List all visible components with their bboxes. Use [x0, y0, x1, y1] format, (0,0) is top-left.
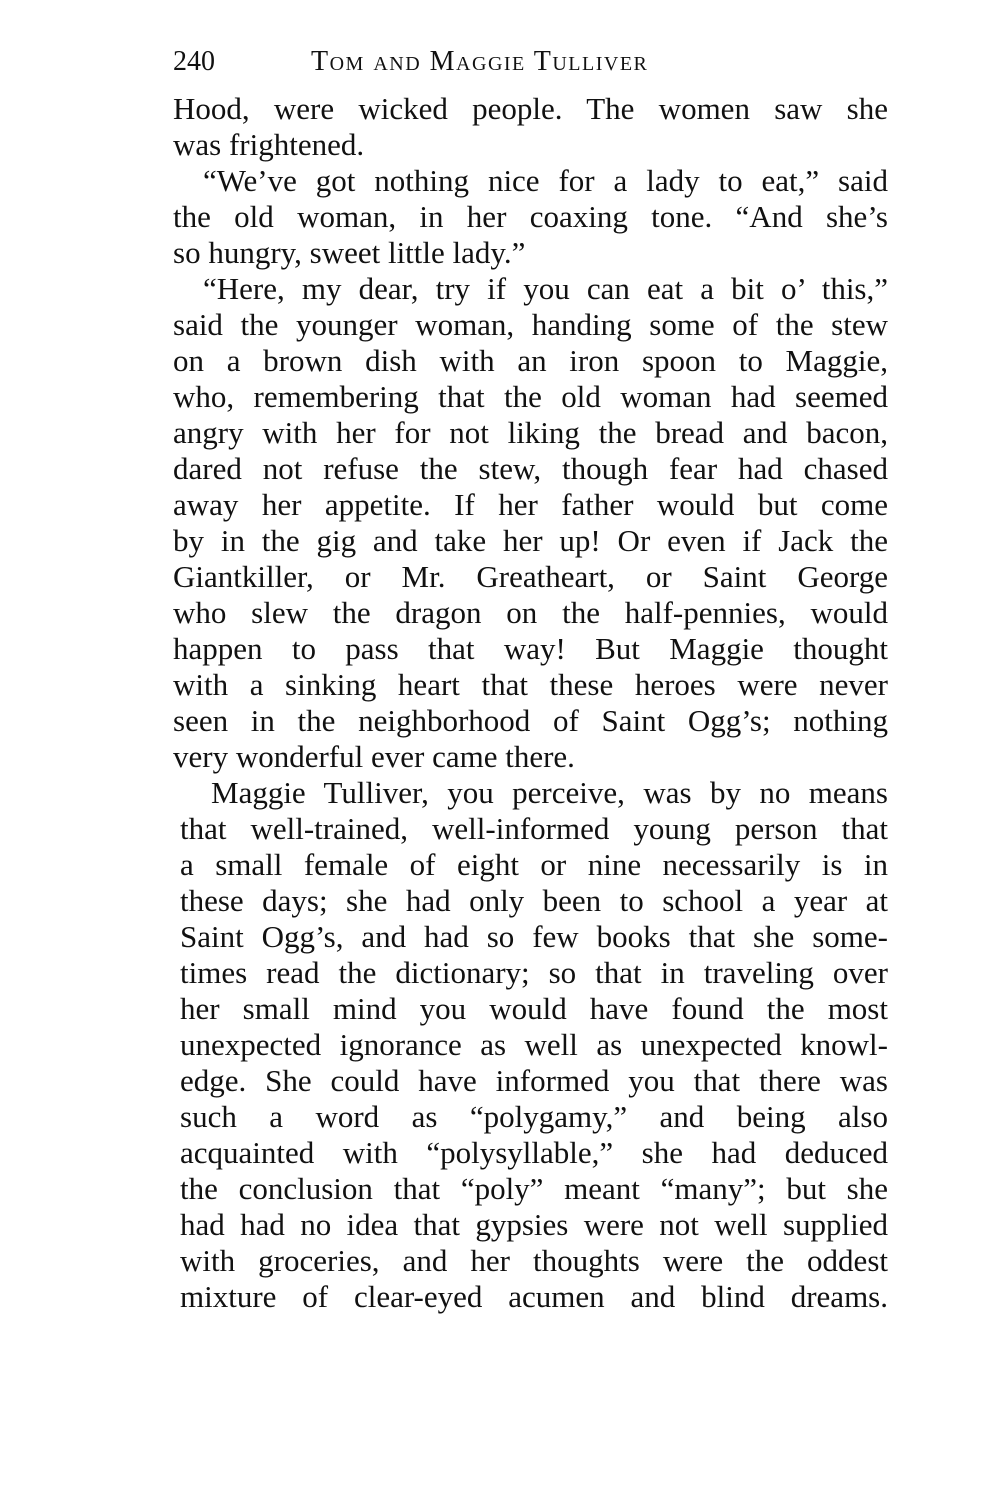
text-line: such a word as “polygamy,” and being also	[180, 1099, 888, 1134]
text-line: seen in the neighborhood of Saint Ogg’s; nothing	[173, 703, 888, 738]
text-line: Saint Ogg’s, and had so few books that she some-	[180, 919, 888, 954]
text-line: with a sinking heart that these heroes were never	[173, 667, 888, 702]
text-line: a small female of eight or nine necessarily is in	[180, 847, 888, 882]
text-line: away her appetite. If her father would but come	[173, 487, 888, 522]
text-line: that well-trained, well-informed young person that	[180, 811, 888, 846]
text-line: very wonderful ever came there.	[173, 739, 575, 774]
text-line: with groceries, and her thoughts were the oddest	[180, 1243, 888, 1278]
text-line: angry with her for not liking the bread and bacon,	[173, 415, 888, 450]
page-number: 240	[173, 46, 215, 77]
text-line: times read the dictionary; so that in traveling over	[180, 955, 888, 990]
text-line: on a brown dish with an iron spoon to Maggie,	[173, 343, 888, 378]
running-head	[173, 40, 893, 84]
text-line: dared not refuse the stew, though fear had chased	[173, 451, 888, 486]
running-title: Tom and Maggie Tulliver	[311, 46, 649, 77]
text-line: mixture of clear-eyed acumen and blind dreams.	[180, 1279, 888, 1314]
text-line: the conclusion that “poly” meant “many”; but she	[180, 1171, 888, 1206]
text-line: Giantkiller, or Mr. Greatheart, or Saint George	[173, 559, 888, 594]
text-line: acquainted with “polysyllable,” she had deduced	[180, 1135, 888, 1170]
text-line: said the younger woman, handing some of the stew	[173, 307, 888, 342]
text-line: edge. She could have informed you that there was	[180, 1063, 888, 1098]
text-line: Hood, were wicked people. The women saw she	[173, 91, 888, 126]
text-line: “Here, my dear, try if you can eat a bit o’ this,”	[203, 271, 888, 306]
text-line: by in the gig and take her up! Or even if Jack the	[173, 523, 888, 558]
text-line: “We’ve got nothing nice for a lady to eat,” said	[203, 163, 888, 198]
text-line: Maggie Tulliver, you perceive, was by no means	[211, 775, 888, 810]
text-line: who slew the dragon on the half-pennies, would	[173, 595, 888, 630]
text-line: who, remembering that the old woman had seemed	[173, 379, 888, 414]
text-line: her small mind you would have found the most	[180, 991, 888, 1026]
text-line: unexpected ignorance as well as unexpected knowl-	[180, 1027, 888, 1062]
text-line: these days; she had only been to school a year at	[180, 883, 888, 918]
text-line: happen to pass that way! But Maggie thought	[173, 631, 888, 666]
text-line: so hungry, sweet little lady.”	[173, 235, 526, 270]
text-line: had had no idea that gypsies were not well supplied	[180, 1207, 888, 1242]
text-line: was frightened.	[173, 127, 365, 162]
text-line: the old woman, in her coaxing tone. “And she’s	[173, 199, 888, 234]
